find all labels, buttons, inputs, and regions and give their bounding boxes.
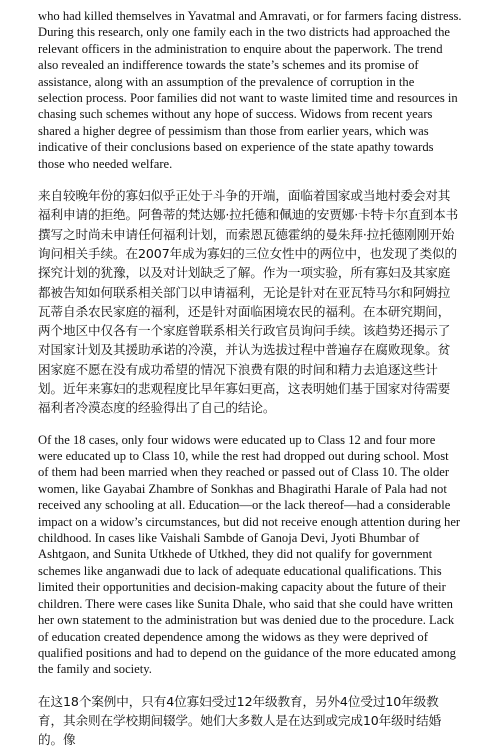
paragraph-english-2: Of the 18 cases, only four widows were educated up to Class 12 and four more were educated up to Class 10, while the rest had dropped out during school. Most of them had been married when they reached or passed out of Class 10. The older women, like Gayabai Zhambre of Sonkhas and Bhagirathi Harale of Pala had not received any schooling at all. Education—or the lack thereof—had a considerable impact on a widow’s circumstances, but did not receive enough attention during her childhood. In cases like Vaishali Sambde of Ganoja Devi, Jyoti Bhumbar of Ashtgaon, and Sunita Utkhede of Utkhed, they did not qualify for government schemes like anganwadi due to lack of adequate educational qualifications. This limited their opportunities and decision-making capacity about the future of their children. There were cases like Sunita Dhale, who said that she could have written her own statement to the administration but was denied due to the procedure. Lack of education created dependence among the widows as they were deprived of qualified positions and had to depend on the guidance of the more educated among the family and society. [38,432,461,677]
paragraph-english-1: who had killed themselves in Yavatmal and Amravati, or for farmers facing distress. During this research, only one family each in the two districts had approached the relevant officers in the administration to enquire about the paperwork. The trend also revealed an indifference towards the state’s schemes and its promise of assistance, along with an assumption of the prevalence of corruption in the selection process. Poor families did not want to waste limited time and resources in chasing such schemes without any hope of success. Widows from recent years shared a higher degree of pessimism than those from earlier years, which was indicative of their conclusions based on experience of the state apathy towards those who needed welfare. [38,9,462,171]
document-page [38,8,462,750]
paragraph-chinese-2: 在这18个案例中，只有4位寡妇受过12年级教育，另外4位受过10年级教育，其余则在学校期间辍学。她们大多数人是在达到或完成10年级时结婚的。像 [38,693,442,748]
paragraph-chinese-1: 来自较晚年份的寡妇似乎正处于斗争的开端，面临着国家或当地村委会对其福利申请的拒绝。阿鲁蒂的梵达娜·拉托德和佩迪的安贾娜·卡特卡尔直到本书撰写之时尚未申请任何福利计划，而索恩瓦德霍纳的曼朱拜·拉托德刚刚开始询问相关手续。在2007年成为寡妇的三位女性中的两位中，也发现了类似的探究计划的犹豫，以及对计划缺乏了解。作为一项实验，所有寡妇及其家庭都被告知如何联系相关部门以申请福利，无论是针对在亚瓦特马尔和阿姆拉瓦蒂自杀农民家庭的福利，还是针对面临困境农民的福利。在本研究期间，两个地区中仅各有一个家庭曾联系相关行政官员询问手续。该趋势还揭示了对国家计划及其援助承诺的冷漠，并认为选拔过程中普遍存在腐败现象。贫困家庭不愿在没有成功希望的情况下浪费有限的时间和精力去追逐这些计划。近年来寡妇的悲观程度比早年寡妇更高，这表明她们基于国家对待需要福利者冷漠态度的经验得出了自己的结论。 [38,188,459,416]
